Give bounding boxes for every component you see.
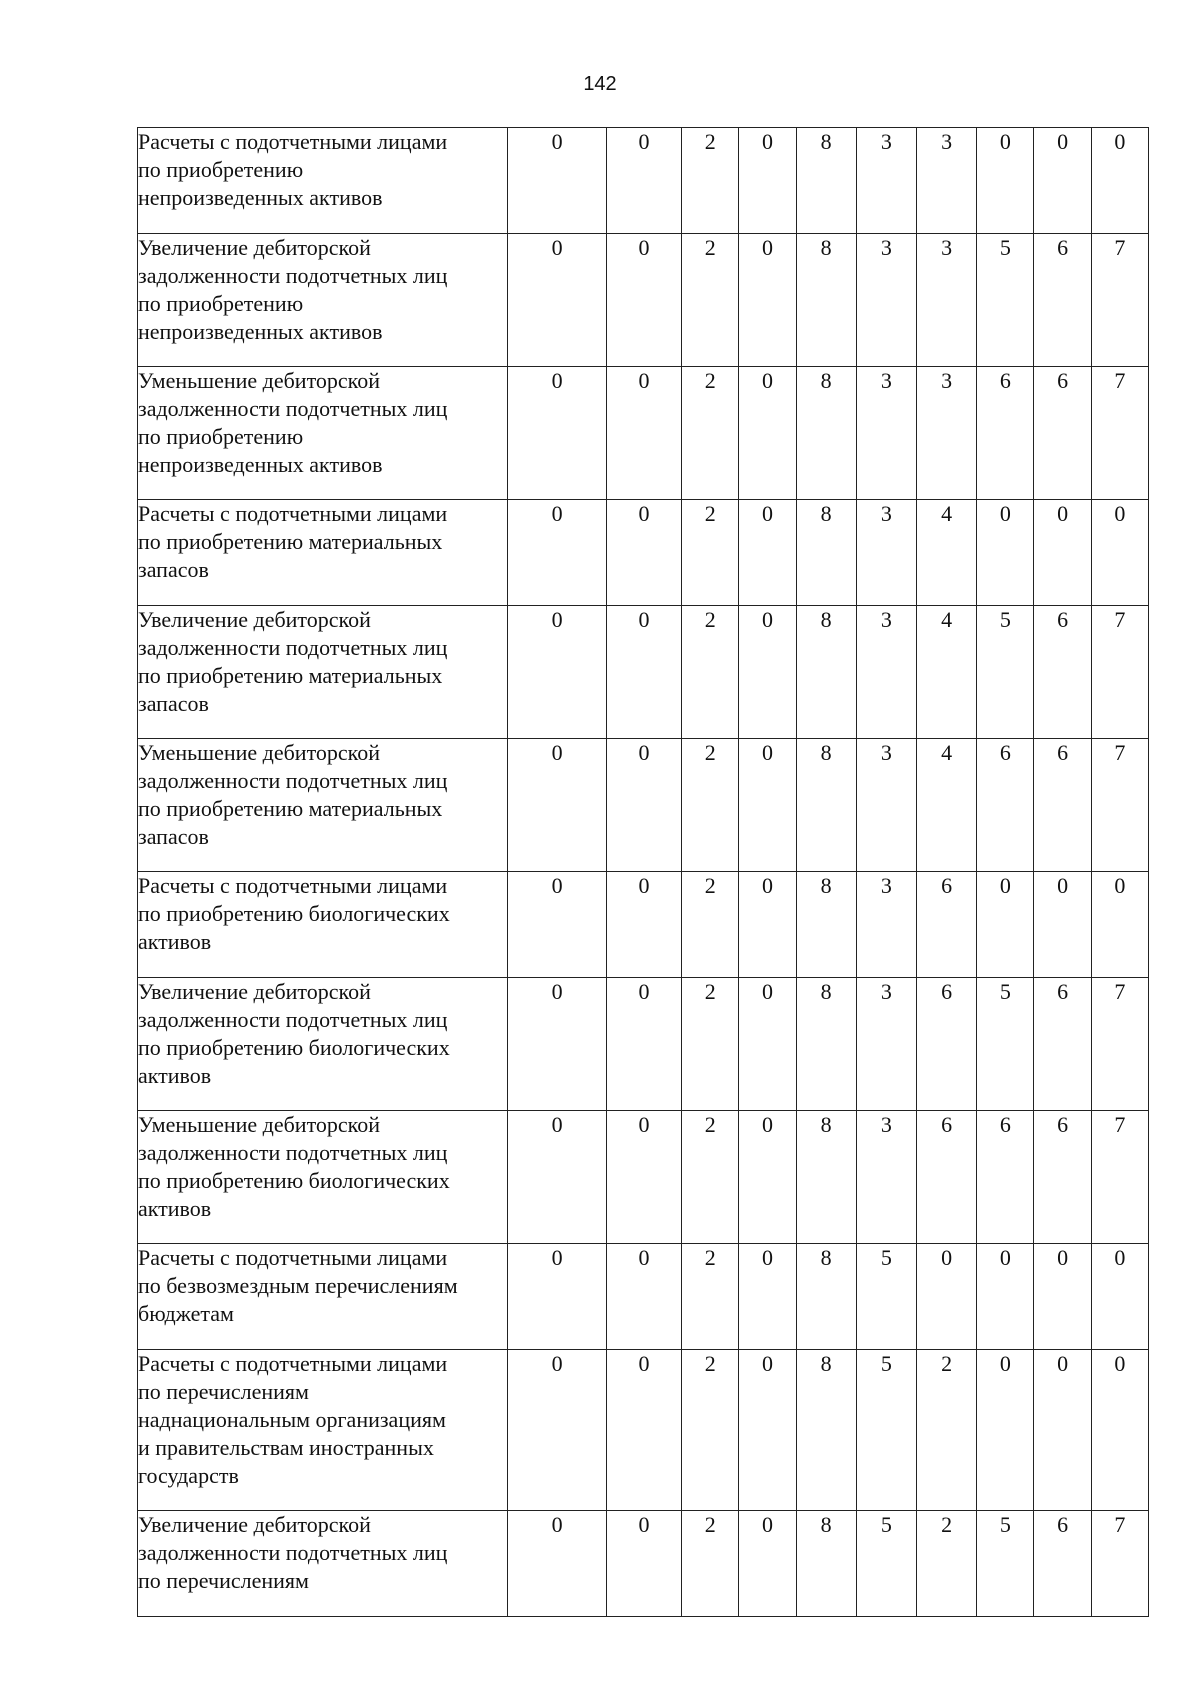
code-digit-cell: 2 — [682, 1350, 739, 1511]
code-digit-cell: 0 — [1034, 1244, 1091, 1350]
account-name-line: непроизведенных активов — [138, 319, 383, 344]
code-digit-cell: 2 — [682, 1511, 739, 1617]
code-digit-cell: 0 — [606, 1111, 681, 1244]
code-digit-cell: 0 — [739, 234, 796, 367]
account-name-line: Расчеты с подотчетными лицами — [138, 873, 448, 898]
account-name-line: задолженности подотчетных лиц — [138, 396, 448, 421]
table-row — [138, 500, 1149, 606]
code-digit-cell: 7 — [1091, 1511, 1148, 1617]
code-digit-cell: 0 — [606, 1511, 681, 1617]
code-digit-cell: 7 — [1091, 234, 1148, 367]
code-digit-cell: 5 — [856, 1511, 916, 1617]
code-digit-cell: 2 — [682, 1111, 739, 1244]
account-name-line: Расчеты с подотчетными лицами — [138, 1351, 448, 1376]
code-digit-cell: 0 — [739, 739, 796, 872]
code-digit-cell: 0 — [508, 1511, 606, 1617]
account-name-line: задолженности подотчетных лиц — [138, 635, 448, 660]
code-digit-cell: 2 — [682, 500, 739, 606]
account-name-line: Расчеты с подотчетными лицами — [138, 1245, 448, 1270]
code-digit-cell: 0 — [977, 872, 1034, 978]
code-digit-cell: 0 — [977, 500, 1034, 606]
code-digit-cell: 0 — [739, 367, 796, 500]
account-name-line: Расчеты с подотчетными лицами — [138, 501, 448, 526]
code-digit-cell: 0 — [977, 128, 1034, 234]
code-digit-cell: 5 — [856, 1350, 916, 1511]
account-name-line: Увеличение дебиторской — [138, 1512, 371, 1537]
code-digit-cell: 6 — [1034, 367, 1091, 500]
account-name-line: задолженности подотчетных лиц — [138, 1140, 448, 1165]
code-digit-cell: 3 — [856, 1111, 916, 1244]
code-digit-cell: 8 — [796, 1244, 856, 1350]
code-digit-cell: 3 — [856, 606, 916, 739]
code-digit-cell: 6 — [917, 1111, 977, 1244]
code-digit-cell: 8 — [796, 606, 856, 739]
code-digit-cell: 3 — [917, 234, 977, 367]
code-digit-cell: 8 — [796, 1511, 856, 1617]
code-digit-cell: 8 — [796, 739, 856, 872]
account-name-cell — [138, 872, 508, 978]
code-digit-cell: 3 — [856, 872, 916, 978]
code-digit-cell: 2 — [682, 1244, 739, 1350]
code-digit-cell: 7 — [1091, 739, 1148, 872]
code-digit-cell: 0 — [1091, 500, 1148, 606]
code-digit-cell: 4 — [917, 739, 977, 872]
code-digit-cell: 6 — [1034, 1511, 1091, 1617]
code-digit-cell: 2 — [682, 978, 739, 1111]
code-digit-cell: 0 — [739, 872, 796, 978]
code-digit-cell: 0 — [508, 606, 606, 739]
code-digit-cell: 2 — [917, 1511, 977, 1617]
table-row — [138, 978, 1149, 1111]
code-digit-cell: 0 — [508, 367, 606, 500]
account-name-line: по приобретению — [138, 157, 304, 182]
account-name-line: задолженности подотчетных лиц — [138, 768, 448, 793]
account-name-line: по безвозмездным перечислениям — [138, 1273, 458, 1298]
code-digit-cell: 0 — [1034, 872, 1091, 978]
code-digit-cell: 7 — [1091, 978, 1148, 1111]
account-name-line: Увеличение дебиторской — [138, 607, 371, 632]
account-name-line: задолженности подотчетных лиц — [138, 1540, 448, 1565]
code-digit-cell: 3 — [917, 367, 977, 500]
code-digit-cell: 0 — [606, 1350, 681, 1511]
code-digit-cell: 0 — [739, 500, 796, 606]
code-digit-cell: 0 — [977, 1244, 1034, 1350]
code-digit-cell: 3 — [856, 234, 916, 367]
code-digit-cell: 3 — [856, 978, 916, 1111]
account-name-line: активов — [138, 1063, 212, 1088]
account-name-cell — [138, 234, 508, 367]
code-digit-cell: 0 — [508, 234, 606, 367]
account-name-line: задолженности подотчетных лиц — [138, 263, 448, 288]
code-digit-cell: 2 — [682, 367, 739, 500]
code-digit-cell: 8 — [796, 128, 856, 234]
code-digit-cell: 0 — [508, 1111, 606, 1244]
code-digit-cell: 5 — [977, 978, 1034, 1111]
code-digit-cell: 6 — [977, 739, 1034, 872]
code-digit-cell: 4 — [917, 500, 977, 606]
code-digit-cell: 0 — [606, 500, 681, 606]
account-name-line: задолженности подотчетных лиц — [138, 1007, 448, 1032]
code-digit-cell: 3 — [856, 367, 916, 500]
account-name-line: Увеличение дебиторской — [138, 235, 371, 260]
code-digit-cell: 2 — [682, 234, 739, 367]
code-digit-cell: 8 — [796, 500, 856, 606]
code-digit-cell: 0 — [739, 1111, 796, 1244]
code-digit-cell: 8 — [796, 978, 856, 1111]
account-name-line: и правительствам иностранных — [138, 1435, 434, 1460]
table-row — [138, 1511, 1149, 1617]
code-digit-cell: 6 — [1034, 234, 1091, 367]
code-digit-cell: 6 — [1034, 978, 1091, 1111]
code-digit-cell: 0 — [606, 1244, 681, 1350]
code-digit-cell: 6 — [1034, 1111, 1091, 1244]
account-name-cell — [138, 1244, 508, 1350]
code-digit-cell: 6 — [1034, 739, 1091, 872]
code-digit-cell: 4 — [917, 606, 977, 739]
code-digit-cell: 3 — [856, 739, 916, 872]
account-name-cell — [138, 739, 508, 872]
code-digit-cell: 0 — [508, 978, 606, 1111]
table-row — [138, 1350, 1149, 1511]
code-digit-cell: 8 — [796, 234, 856, 367]
account-name-line: по приобретению — [138, 291, 304, 316]
account-name-line: по приобретению — [138, 424, 304, 449]
account-name-cell — [138, 500, 508, 606]
account-name-line: по приобретению биологических — [138, 1035, 450, 1060]
code-digit-cell: 0 — [739, 1511, 796, 1617]
code-digit-cell: 5 — [977, 1511, 1034, 1617]
code-digit-cell: 6 — [917, 978, 977, 1111]
code-digit-cell: 3 — [917, 128, 977, 234]
code-digit-cell: 0 — [1091, 1244, 1148, 1350]
code-digit-cell: 0 — [977, 1350, 1034, 1511]
code-digit-cell: 7 — [1091, 367, 1148, 500]
account-name-line: по перечислениям — [138, 1379, 309, 1404]
code-digit-cell: 6 — [977, 1111, 1034, 1244]
code-digit-cell: 8 — [796, 872, 856, 978]
account-name-line: по приобретению материальных — [138, 796, 443, 821]
code-digit-cell: 0 — [606, 367, 681, 500]
code-digit-cell: 0 — [1034, 128, 1091, 234]
code-digit-cell: 0 — [739, 1350, 796, 1511]
page-number: 142 — [583, 73, 617, 95]
account-name-line: непроизведенных активов — [138, 185, 383, 210]
code-digit-cell: 7 — [1091, 606, 1148, 739]
account-name-cell — [138, 1511, 508, 1617]
table-row — [138, 367, 1149, 500]
account-name-line: бюджетам — [138, 1301, 234, 1326]
account-name-line: по приобретению биологических — [138, 901, 450, 926]
code-digit-cell: 0 — [508, 739, 606, 872]
code-digit-cell: 0 — [606, 606, 681, 739]
account-name-line: запасов — [138, 557, 209, 582]
account-name-line: Уменьшение дебиторской — [138, 1112, 381, 1137]
account-name-cell — [138, 367, 508, 500]
code-digit-cell: 3 — [856, 500, 916, 606]
account-name-cell — [138, 1350, 508, 1511]
code-digit-cell: 0 — [739, 606, 796, 739]
account-name-cell — [138, 1111, 508, 1244]
code-digit-cell: 0 — [508, 1244, 606, 1350]
account-name-line: Уменьшение дебиторской — [138, 368, 381, 393]
code-digit-cell: 2 — [682, 872, 739, 978]
table-row — [138, 739, 1149, 872]
code-digit-cell: 5 — [977, 234, 1034, 367]
account-name-line: Увеличение дебиторской — [138, 979, 371, 1004]
account-name-line: государств — [138, 1463, 239, 1488]
table-row — [138, 1244, 1149, 1350]
code-digit-cell: 0 — [1091, 872, 1148, 978]
table-row — [138, 1111, 1149, 1244]
code-digit-cell: 8 — [796, 367, 856, 500]
account-name-line: активов — [138, 929, 212, 954]
table-row — [138, 234, 1149, 367]
code-digit-cell: 3 — [856, 128, 916, 234]
code-digit-cell: 0 — [508, 1350, 606, 1511]
code-digit-cell: 7 — [1091, 1111, 1148, 1244]
code-digit-cell: 6 — [977, 367, 1034, 500]
code-digit-cell: 0 — [508, 128, 606, 234]
code-digit-cell: 6 — [917, 872, 977, 978]
code-digit-cell: 5 — [977, 606, 1034, 739]
code-digit-cell: 0 — [1091, 128, 1148, 234]
account-name-line: по приобретению материальных — [138, 663, 443, 688]
account-name-line: наднациональным организациям — [138, 1407, 446, 1432]
account-name-cell — [138, 606, 508, 739]
account-name-line: по приобретению материальных — [138, 529, 443, 554]
code-digit-cell: 0 — [606, 978, 681, 1111]
code-digit-cell: 2 — [682, 739, 739, 872]
code-digit-cell: 0 — [606, 739, 681, 872]
code-digit-cell: 6 — [1034, 606, 1091, 739]
account-name-line: по перечислениям — [138, 1568, 309, 1593]
account-name-line: активов — [138, 1196, 212, 1221]
account-name-cell — [138, 978, 508, 1111]
account-name-line: по приобретению биологических — [138, 1168, 450, 1193]
code-digit-cell: 0 — [1034, 1350, 1091, 1511]
account-name-line: запасов — [138, 691, 209, 716]
code-digit-cell: 0 — [739, 1244, 796, 1350]
code-digit-cell: 5 — [856, 1244, 916, 1350]
account-name-line: запасов — [138, 824, 209, 849]
table-row — [138, 606, 1149, 739]
code-digit-cell: 0 — [508, 872, 606, 978]
code-digit-cell: 0 — [739, 128, 796, 234]
account-name-line: непроизведенных активов — [138, 452, 383, 477]
table-row — [138, 128, 1149, 234]
code-digit-cell: 0 — [1034, 500, 1091, 606]
code-digit-cell: 0 — [917, 1244, 977, 1350]
account-codes-table — [137, 127, 1149, 1617]
code-digit-cell: 0 — [606, 872, 681, 978]
code-digit-cell: 8 — [796, 1350, 856, 1511]
account-name-cell — [138, 128, 508, 234]
code-digit-cell: 0 — [739, 978, 796, 1111]
code-digit-cell: 0 — [606, 128, 681, 234]
code-digit-cell: 2 — [682, 128, 739, 234]
code-digit-cell: 0 — [606, 234, 681, 367]
code-digit-cell: 2 — [917, 1350, 977, 1511]
code-digit-cell: 2 — [682, 606, 739, 739]
account-name-line: Уменьшение дебиторской — [138, 740, 381, 765]
code-digit-cell: 0 — [508, 500, 606, 606]
code-digit-cell: 0 — [1091, 1350, 1148, 1511]
code-digit-cell: 8 — [796, 1111, 856, 1244]
account-name-line: Расчеты с подотчетными лицами — [138, 129, 448, 154]
table-row — [138, 872, 1149, 978]
